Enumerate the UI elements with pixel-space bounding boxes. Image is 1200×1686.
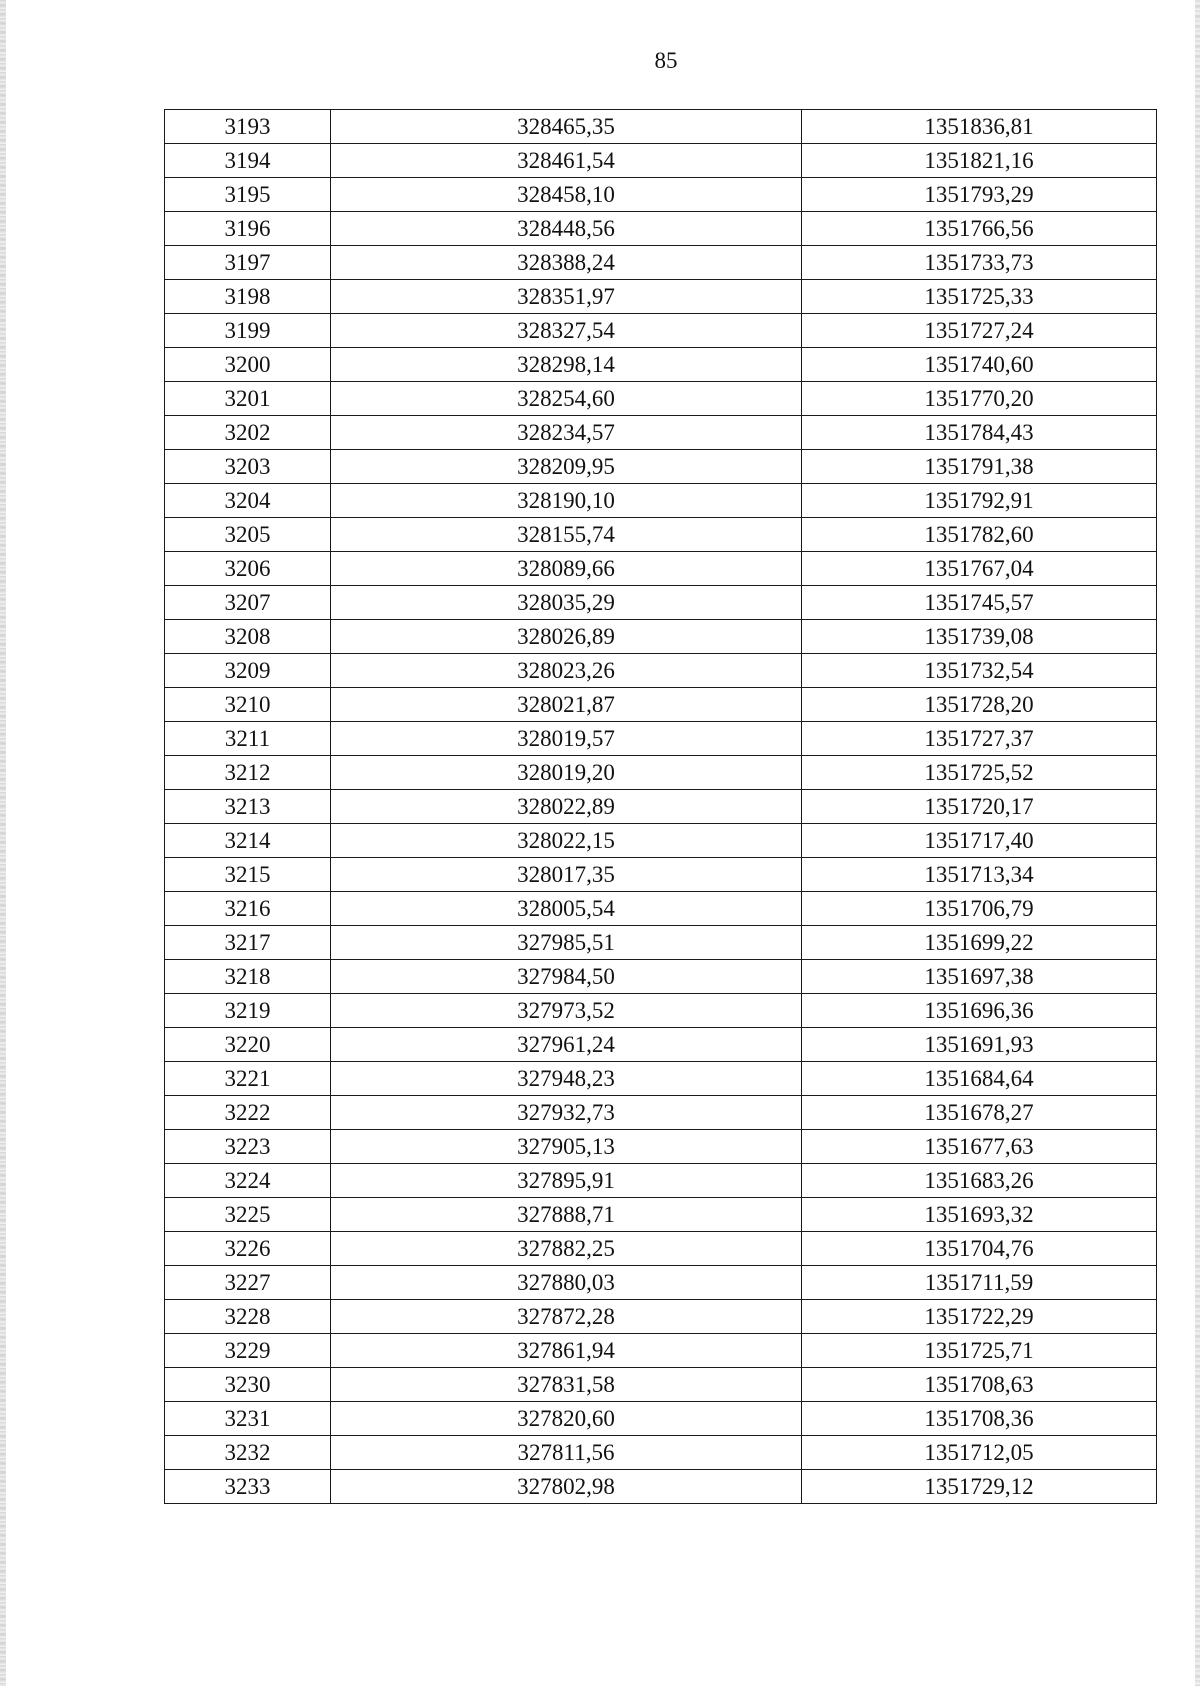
table-row xyxy=(165,824,1157,858)
table-row xyxy=(165,450,1157,484)
y-coordinate-cell: 1351720,17 xyxy=(802,790,1157,824)
x-coordinate-cell: 328448,56 xyxy=(331,212,802,246)
y-coordinate-cell: 1351745,57 xyxy=(802,586,1157,620)
point-number-cell: 3207 xyxy=(165,586,331,620)
y-coordinate-cell: 1351732,54 xyxy=(802,654,1157,688)
point-number-cell: 3221 xyxy=(165,1062,331,1096)
y-coordinate-cell: 1351728,20 xyxy=(802,688,1157,722)
point-number-cell: 3218 xyxy=(165,960,331,994)
table-row xyxy=(165,416,1157,450)
table-row xyxy=(165,688,1157,722)
x-coordinate-cell: 328035,29 xyxy=(331,586,802,620)
y-coordinate-cell: 1351770,20 xyxy=(802,382,1157,416)
point-number-cell: 3231 xyxy=(165,1402,331,1436)
table-row xyxy=(165,1062,1157,1096)
point-number-cell: 3203 xyxy=(165,450,331,484)
x-coordinate-cell: 328155,74 xyxy=(331,518,802,552)
table-row xyxy=(165,110,1157,144)
point-number-cell: 3217 xyxy=(165,926,331,960)
table-row xyxy=(165,620,1157,654)
y-coordinate-cell: 1351708,36 xyxy=(802,1402,1157,1436)
x-coordinate-cell: 327880,03 xyxy=(331,1266,802,1300)
x-coordinate-cell: 327932,73 xyxy=(331,1096,802,1130)
table-row xyxy=(165,1130,1157,1164)
point-number-cell: 3199 xyxy=(165,314,331,348)
y-coordinate-cell: 1351793,29 xyxy=(802,178,1157,212)
point-number-cell: 3210 xyxy=(165,688,331,722)
x-coordinate-cell: 327861,94 xyxy=(331,1334,802,1368)
point-number-cell: 3193 xyxy=(165,110,331,144)
x-coordinate-cell: 328209,95 xyxy=(331,450,802,484)
table-row xyxy=(165,994,1157,1028)
point-number-cell: 3229 xyxy=(165,1334,331,1368)
y-coordinate-cell: 1351717,40 xyxy=(802,824,1157,858)
y-coordinate-cell: 1351727,24 xyxy=(802,314,1157,348)
y-coordinate-cell: 1351729,12 xyxy=(802,1470,1157,1504)
point-number-cell: 3208 xyxy=(165,620,331,654)
table-row xyxy=(165,892,1157,926)
point-number-cell: 3232 xyxy=(165,1436,331,1470)
point-number-cell: 3214 xyxy=(165,824,331,858)
y-coordinate-cell: 1351733,73 xyxy=(802,246,1157,280)
y-coordinate-cell: 1351782,60 xyxy=(802,518,1157,552)
coordinates-table-body xyxy=(165,110,1157,1504)
table-row xyxy=(165,178,1157,212)
point-number-cell: 3224 xyxy=(165,1164,331,1198)
y-coordinate-cell: 1351784,43 xyxy=(802,416,1157,450)
y-coordinate-cell: 1351697,38 xyxy=(802,960,1157,994)
x-coordinate-cell: 327802,98 xyxy=(331,1470,802,1504)
point-number-cell: 3200 xyxy=(165,348,331,382)
x-coordinate-cell: 327831,58 xyxy=(331,1368,802,1402)
x-coordinate-cell: 328388,24 xyxy=(331,246,802,280)
x-coordinate-cell: 328190,10 xyxy=(331,484,802,518)
y-coordinate-cell: 1351740,60 xyxy=(802,348,1157,382)
point-number-cell: 3198 xyxy=(165,280,331,314)
table-row xyxy=(165,960,1157,994)
table-row xyxy=(165,1470,1157,1504)
x-coordinate-cell: 327973,52 xyxy=(331,994,802,1028)
y-coordinate-cell: 1351706,79 xyxy=(802,892,1157,926)
table-row xyxy=(165,858,1157,892)
table-row xyxy=(165,1402,1157,1436)
table-row xyxy=(165,518,1157,552)
point-number-cell: 3204 xyxy=(165,484,331,518)
point-number-cell: 3225 xyxy=(165,1198,331,1232)
y-coordinate-cell: 1351684,64 xyxy=(802,1062,1157,1096)
point-number-cell: 3213 xyxy=(165,790,331,824)
x-coordinate-cell: 328021,87 xyxy=(331,688,802,722)
table-row xyxy=(165,314,1157,348)
x-coordinate-cell: 328019,20 xyxy=(331,756,802,790)
y-coordinate-cell: 1351696,36 xyxy=(802,994,1157,1028)
y-coordinate-cell: 1351693,32 xyxy=(802,1198,1157,1232)
point-number-cell: 3216 xyxy=(165,892,331,926)
y-coordinate-cell: 1351766,56 xyxy=(802,212,1157,246)
x-coordinate-cell: 328089,66 xyxy=(331,552,802,586)
x-coordinate-cell: 328005,54 xyxy=(331,892,802,926)
x-coordinate-cell: 327820,60 xyxy=(331,1402,802,1436)
point-number-cell: 3194 xyxy=(165,144,331,178)
table-row xyxy=(165,1232,1157,1266)
table-row xyxy=(165,552,1157,586)
table-row xyxy=(165,586,1157,620)
point-number-cell: 3222 xyxy=(165,1096,331,1130)
point-number-cell: 3201 xyxy=(165,382,331,416)
table-row xyxy=(165,926,1157,960)
point-number-cell: 3220 xyxy=(165,1028,331,1062)
table-row xyxy=(165,246,1157,280)
table-row xyxy=(165,1198,1157,1232)
table-row xyxy=(165,212,1157,246)
y-coordinate-cell: 1351677,63 xyxy=(802,1130,1157,1164)
point-number-cell: 3209 xyxy=(165,654,331,688)
x-coordinate-cell: 327948,23 xyxy=(331,1062,802,1096)
scan-edge-left xyxy=(0,0,6,1686)
x-coordinate-cell: 328458,10 xyxy=(331,178,802,212)
x-coordinate-cell: 328234,57 xyxy=(331,416,802,450)
x-coordinate-cell: 328327,54 xyxy=(331,314,802,348)
x-coordinate-cell: 328023,26 xyxy=(331,654,802,688)
x-coordinate-cell: 327872,28 xyxy=(331,1300,802,1334)
y-coordinate-cell: 1351704,76 xyxy=(802,1232,1157,1266)
y-coordinate-cell: 1351699,22 xyxy=(802,926,1157,960)
y-coordinate-cell: 1351725,52 xyxy=(802,756,1157,790)
table-row xyxy=(165,722,1157,756)
x-coordinate-cell: 328298,14 xyxy=(331,348,802,382)
x-coordinate-cell: 328017,35 xyxy=(331,858,802,892)
y-coordinate-cell: 1351678,27 xyxy=(802,1096,1157,1130)
y-coordinate-cell: 1351836,81 xyxy=(802,110,1157,144)
x-coordinate-cell: 327895,91 xyxy=(331,1164,802,1198)
y-coordinate-cell: 1351708,63 xyxy=(802,1368,1157,1402)
point-number-cell: 3202 xyxy=(165,416,331,450)
y-coordinate-cell: 1351713,34 xyxy=(802,858,1157,892)
point-number-cell: 3215 xyxy=(165,858,331,892)
table-row xyxy=(165,382,1157,416)
y-coordinate-cell: 1351821,16 xyxy=(802,144,1157,178)
table-row xyxy=(165,1028,1157,1062)
point-number-cell: 3197 xyxy=(165,246,331,280)
table-row xyxy=(165,144,1157,178)
table-row xyxy=(165,654,1157,688)
point-number-cell: 3228 xyxy=(165,1300,331,1334)
table-row xyxy=(165,1164,1157,1198)
point-number-cell: 3230 xyxy=(165,1368,331,1402)
x-coordinate-cell: 328465,35 xyxy=(331,110,802,144)
x-coordinate-cell: 327882,25 xyxy=(331,1232,802,1266)
table-row xyxy=(165,348,1157,382)
x-coordinate-cell: 328351,97 xyxy=(331,280,802,314)
x-coordinate-cell: 327811,56 xyxy=(331,1436,802,1470)
point-number-cell: 3206 xyxy=(165,552,331,586)
point-number-cell: 3211 xyxy=(165,722,331,756)
x-coordinate-cell: 328026,89 xyxy=(331,620,802,654)
x-coordinate-cell: 328022,15 xyxy=(331,824,802,858)
point-number-cell: 3205 xyxy=(165,518,331,552)
x-coordinate-cell: 328022,89 xyxy=(331,790,802,824)
x-coordinate-cell: 328019,57 xyxy=(331,722,802,756)
y-coordinate-cell: 1351767,04 xyxy=(802,552,1157,586)
y-coordinate-cell: 1351791,38 xyxy=(802,450,1157,484)
y-coordinate-cell: 1351683,26 xyxy=(802,1164,1157,1198)
table-row xyxy=(165,484,1157,518)
point-number-cell: 3219 xyxy=(165,994,331,1028)
table-row xyxy=(165,280,1157,314)
point-number-cell: 3227 xyxy=(165,1266,331,1300)
table-row xyxy=(165,790,1157,824)
y-coordinate-cell: 1351711,59 xyxy=(802,1266,1157,1300)
point-number-cell: 3233 xyxy=(165,1470,331,1504)
y-coordinate-cell: 1351727,37 xyxy=(802,722,1157,756)
x-coordinate-cell: 327905,13 xyxy=(331,1130,802,1164)
y-coordinate-cell: 1351725,33 xyxy=(802,280,1157,314)
x-coordinate-cell: 327961,24 xyxy=(331,1028,802,1062)
point-number-cell: 3195 xyxy=(165,178,331,212)
point-number-cell: 3212 xyxy=(165,756,331,790)
y-coordinate-cell: 1351722,29 xyxy=(802,1300,1157,1334)
y-coordinate-cell: 1351739,08 xyxy=(802,620,1157,654)
table-row xyxy=(165,1436,1157,1470)
point-number-cell: 3223 xyxy=(165,1130,331,1164)
page-number: 85 xyxy=(654,48,678,73)
table-row xyxy=(165,1368,1157,1402)
table-row xyxy=(165,756,1157,790)
scan-edge-right xyxy=(1195,0,1200,1686)
table-row xyxy=(165,1334,1157,1368)
table-row xyxy=(165,1096,1157,1130)
point-number-cell: 3196 xyxy=(165,212,331,246)
table-row xyxy=(165,1266,1157,1300)
y-coordinate-cell: 1351725,71 xyxy=(802,1334,1157,1368)
x-coordinate-cell: 327888,71 xyxy=(331,1198,802,1232)
point-number-cell: 3226 xyxy=(165,1232,331,1266)
y-coordinate-cell: 1351792,91 xyxy=(802,484,1157,518)
x-coordinate-cell: 327985,51 xyxy=(331,926,802,960)
x-coordinate-cell: 328254,60 xyxy=(331,382,802,416)
x-coordinate-cell: 328461,54 xyxy=(331,144,802,178)
x-coordinate-cell: 327984,50 xyxy=(331,960,802,994)
table-row xyxy=(165,1300,1157,1334)
y-coordinate-cell: 1351712,05 xyxy=(802,1436,1157,1470)
y-coordinate-cell: 1351691,93 xyxy=(802,1028,1157,1062)
coordinates-table xyxy=(164,109,1157,1504)
